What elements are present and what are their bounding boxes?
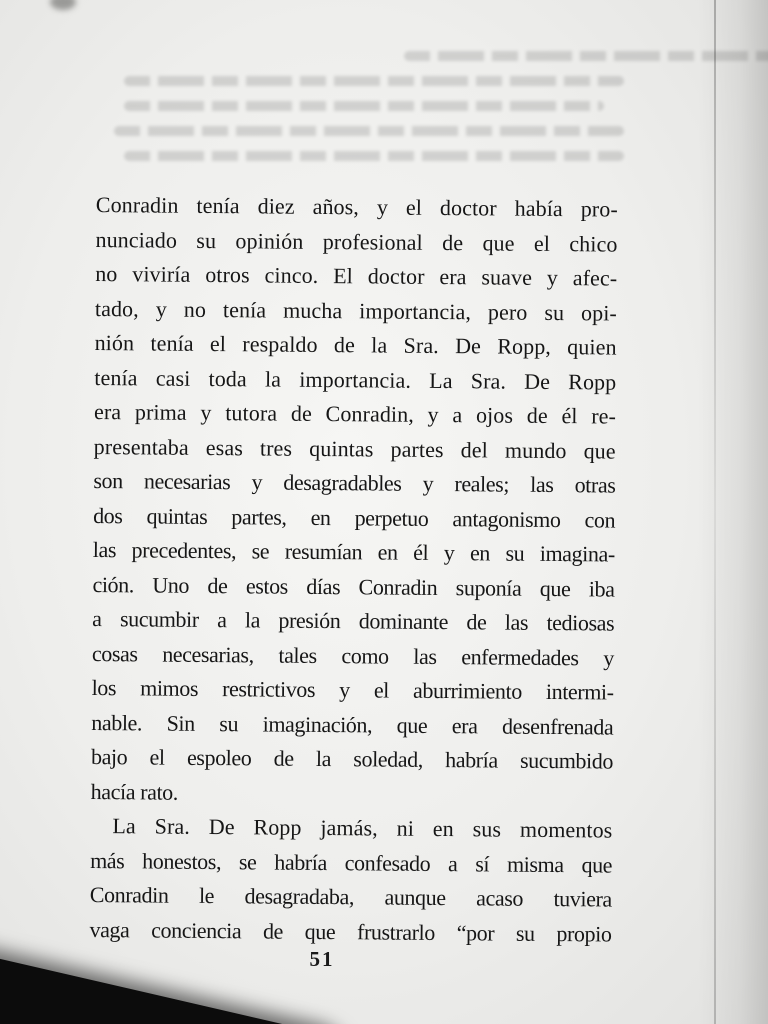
scan-smudge xyxy=(50,0,76,10)
text-line: era prima y tutora de Conradin, y a ojos de él re- xyxy=(93,398,617,429)
bleed-through-text xyxy=(104,36,624,196)
text-line: Conradin le desagradaba, aunque acaso tuviera xyxy=(89,881,612,912)
text-line: dos quintas partes, en perpetuo antagonismo con xyxy=(93,502,616,533)
text-line: no viviría otros cinco. El doctor era suave y afec- xyxy=(95,260,618,291)
text-line: Conradin tenía diez años, y el doctor había pro- xyxy=(95,191,618,222)
text-line: los mimos restrictivos y el aburrimiento intermi- xyxy=(91,674,614,705)
text-line: La Sra. De Ropp jamás, ni en sus momentos xyxy=(112,813,613,843)
text-line: nable. Sin su imaginación, que era desenfrenada xyxy=(91,709,614,740)
body-text xyxy=(89,188,618,952)
text-line: nión tenía el respaldo de la Sra. De Ropp, quien xyxy=(94,329,617,360)
text-line: bajo el espoleo de la soledad, habría sucumbido xyxy=(90,743,614,774)
text-line: las precedentes, se resumían en él y en su imagina- xyxy=(92,536,615,567)
text-line: presentaba esas tres quintas partes del mundo que xyxy=(93,433,616,464)
spine-shadow xyxy=(698,0,768,1024)
page-number: 51 xyxy=(309,947,335,971)
text-line: son necesarias y desagradables y reales; las otras xyxy=(93,467,616,498)
text-line: vaga conciencia de que frustrarlo “por su propio xyxy=(89,916,612,947)
text-line: tado, y no tenía mucha importancia, pero su opi- xyxy=(94,295,618,326)
text-line: a sucumbir a la presión dominante de las tediosas xyxy=(92,605,615,636)
text-line: ción. Uno de estos días Conradin suponía que iba xyxy=(92,571,615,602)
spine-edge xyxy=(714,0,716,1024)
text-line: tenía casi toda la importancia. La Sra. De Ropp xyxy=(94,364,617,395)
text-line: nunciado su opinión profesional de que el chico xyxy=(95,226,618,257)
text-line: más honestos, se habría confesado a sí misma que xyxy=(90,847,613,878)
text-line: cosas necesarias, tales como las enfermedades y xyxy=(91,640,615,671)
text-line: hacía rato. xyxy=(90,778,179,805)
